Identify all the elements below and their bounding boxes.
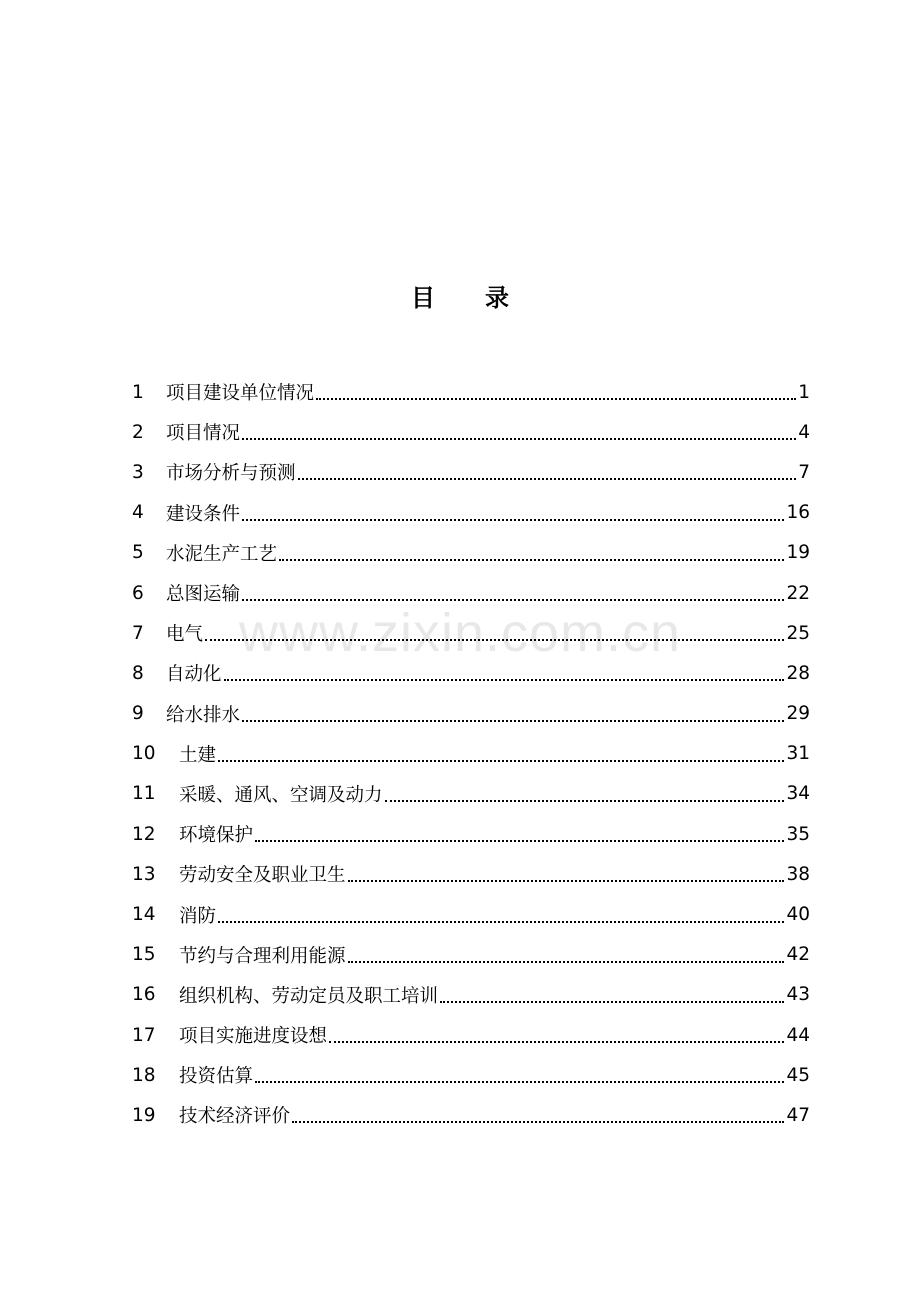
toc-entry-title: 劳动安全及职业卫生 [179, 865, 346, 887]
toc-entry-page: 34 [786, 783, 810, 805]
watermark: www.zixin.com.cn [238, 603, 682, 663]
toc-entry-page: 7 [798, 461, 810, 483]
toc-entry-number: 5 [132, 542, 144, 564]
toc-entry[interactable] [132, 1095, 810, 1135]
toc-leader-dots [348, 961, 785, 963]
toc-entry-page: 25 [786, 622, 810, 644]
toc-leader-dots [255, 840, 784, 842]
toc-entry-number: 7 [132, 622, 144, 644]
toc-entry-number: 9 [132, 703, 144, 725]
toc-entry[interactable] [132, 1015, 810, 1055]
toc-leader-dots [385, 800, 785, 802]
toc-entry-title: 自动化 [166, 664, 222, 686]
toc-entry-page: 16 [786, 502, 810, 524]
toc-entry[interactable] [132, 734, 810, 774]
toc-entry-number: 16 [132, 984, 156, 1006]
toc-entry[interactable] [132, 935, 810, 975]
toc-entry-page: 43 [786, 984, 810, 1006]
toc-leader-dots [316, 398, 796, 400]
toc-entry-number: 6 [132, 582, 144, 604]
toc-leader-dots [292, 1121, 784, 1123]
toc-entry-title: 投资估算 [179, 1066, 254, 1088]
toc-entry-number: 1 [132, 381, 144, 403]
toc-entry-page: 4 [798, 421, 810, 443]
toc-entry-page: 22 [786, 582, 810, 604]
toc-entry[interactable] [132, 613, 810, 653]
toc-leader-dots [218, 921, 784, 923]
toc-entry[interactable] [132, 1055, 810, 1095]
toc-entry-title: 节约与合理利用能源 [179, 945, 346, 967]
toc-entry-title: 采暖、通风、空调及动力 [179, 784, 383, 806]
toc-entry-page: 38 [786, 863, 810, 885]
toc-entry[interactable] [132, 814, 810, 854]
toc-entry-title: 环境保护 [179, 825, 254, 847]
toc-leader-dots [348, 880, 785, 882]
toc-entry-title: 土建 [179, 744, 217, 766]
toc-entry-page: 47 [786, 1104, 810, 1126]
toc-entry[interactable] [132, 452, 810, 492]
page-title [0, 278, 920, 313]
toc-leader-dots [255, 1081, 784, 1083]
toc-entry-number: 18 [132, 1064, 156, 1086]
toc-entry-page: 31 [786, 743, 810, 765]
toc-entry[interactable] [132, 533, 810, 573]
toc-entry-page: 1 [798, 381, 810, 403]
toc-entry-number: 14 [132, 904, 156, 926]
toc-entry-number: 17 [132, 1024, 156, 1046]
toc-leader-dots [298, 478, 797, 480]
toc-entry-title: 电气 [166, 624, 204, 646]
toc-entry-number: 13 [132, 863, 156, 885]
toc-entry-title: 技术经济评价 [179, 1106, 291, 1128]
toc-entry-number: 2 [132, 421, 144, 443]
toc-entry-number: 11 [132, 783, 156, 805]
toc-entry-title: 水泥生产工艺 [166, 543, 278, 565]
toc-entry[interactable] [132, 854, 810, 894]
toc-entry-page: 42 [786, 944, 810, 966]
toc-entry-page: 19 [786, 542, 810, 564]
toc-leader-dots [218, 760, 784, 762]
toc-leader-dots [242, 720, 784, 722]
toc-entry[interactable] [132, 573, 810, 613]
toc-entry-title: 组织机构、劳动定员及职工培训 [179, 985, 439, 1007]
toc-leader-dots [242, 599, 784, 601]
toc-entry-number: 3 [132, 461, 144, 483]
toc-entry-number: 15 [132, 944, 156, 966]
toc-entry-page: 44 [786, 1024, 810, 1046]
toc-entry[interactable] [132, 774, 810, 814]
toc-entry-page: 28 [786, 662, 810, 684]
toc-entry-title: 项目情况 [166, 423, 241, 445]
toc-entry[interactable] [132, 372, 810, 412]
toc-leader-dots [242, 438, 796, 440]
toc-entry-title: 总图运输 [166, 584, 241, 606]
toc-entry-number: 4 [132, 502, 144, 524]
toc-entry-number: 8 [132, 662, 144, 684]
toc-entry-number: 12 [132, 823, 156, 845]
table-of-contents [132, 372, 810, 1136]
toc-entry[interactable] [132, 694, 810, 734]
toc-leader-dots [224, 679, 785, 681]
toc-leader-dots [205, 639, 784, 641]
toc-entry[interactable] [132, 493, 810, 533]
toc-entry-title: 建设条件 [166, 503, 241, 525]
toc-entry-number: 10 [132, 743, 156, 765]
toc-entry-title: 项目实施进度设想 [179, 1026, 328, 1048]
toc-entry-title: 市场分析与预测 [166, 463, 296, 485]
toc-leader-dots [440, 1001, 784, 1003]
toc-entry[interactable] [132, 894, 810, 934]
toc-entry-page: 40 [786, 904, 810, 926]
toc-entry[interactable] [132, 653, 810, 693]
toc-entry-page: 45 [786, 1064, 810, 1086]
toc-entry-title: 给水排水 [166, 704, 241, 726]
toc-entry[interactable] [132, 412, 810, 452]
toc-entry-title: 项目建设单位情况 [166, 383, 315, 405]
title-char-2: 录 [485, 284, 509, 312]
toc-leader-dots [329, 1041, 784, 1043]
title-char-1: 目 [411, 284, 435, 312]
toc-entry-page: 29 [786, 703, 810, 725]
toc-leader-dots [279, 559, 784, 561]
toc-leader-dots [242, 519, 784, 521]
toc-entry-page: 35 [786, 823, 810, 845]
toc-entry-number: 19 [132, 1104, 156, 1126]
toc-entry-title: 消防 [179, 905, 217, 927]
toc-entry[interactable] [132, 975, 810, 1015]
